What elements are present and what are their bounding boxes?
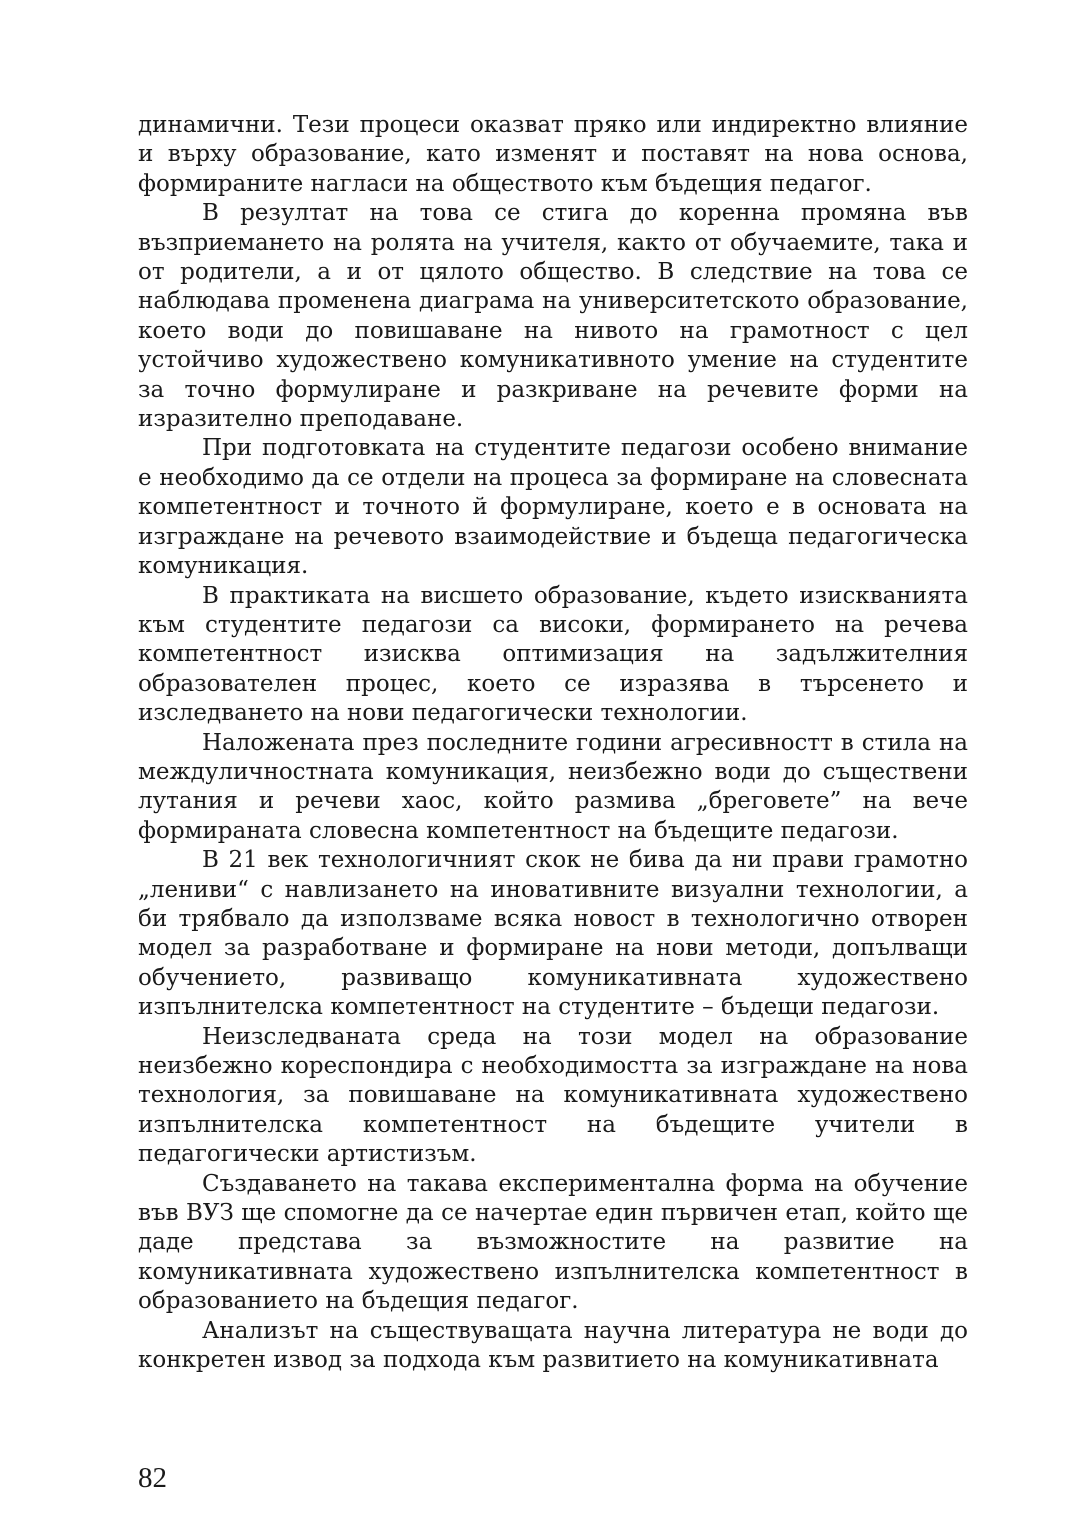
body-text [138, 111, 968, 1375]
paragraph: В резултат на това се стига до коренна промяна във възприемането на ролята на учителя, както от обучаемите, така и от родители, а и от цялото общество. В следствие на това се наблюдава променена диаграма на университетското образование, което води до повишаване на нивото на грамотност с цел устойчиво художествено комуникативното умение на студентите за точно формулиране и разкриване на речевите форми на изразително преподаване. [138, 200, 968, 433]
paragraph: Създаването на такава експериментална форма на обучение във ВУЗ ще спомогне да се начертае един първичен етап, който ще даде представа за възможностите на развитие на комуникативната художествено изпълнителска компетентност в образованието на бъдещия педагог. [138, 1170, 968, 1315]
paragraph: В 21 век технологичният скок не бива да ни прави грамотно „лениви“ с навлизането на иновативните визуални технологии, а би трябвало да използваме всяка новост в технологично отворен модел за разработване и формиране на нови методи, допълващи обучението, развиващо комуникативната художествено изпълнителска компетентност на студентите – бъдещи педагози. [138, 847, 968, 1021]
paragraph: Наложената през последните години агресивностт в стила на междуличностната комуникация, неизбежно води до съществени лутания и речеви хаос, който размива „бреговете” на вече формираната словесна компетентност на бъдещите педагози. [138, 729, 968, 844]
paragraph: Анализът на съществуващата научна литература не води до конкретен извод за подхода към развитието на комуникативната [138, 1317, 968, 1374]
page-number: 82 [138, 1462, 167, 1494]
paragraph-continuation: динамични. Тези процеси оказват пряко или индиректно влияние и върху образование, като изменят и поставят на нова основа, формираните нагласи на обществото към бъдещия педагог. [138, 112, 968, 197]
paragraph: В практиката на висшето образование, където изискванията към студентите педагози са високи, формирането на речева компетентност изисква оптимизация на задължителния образователен процес, което се изразява в търсенето и изследването на нови педагогически технологии. [138, 582, 968, 727]
paragraph: Неизследваната среда на този модел на образование неизбежно кореспондира с необходимостта за изграждане на нова технология, за повишаване на комуникативната художествено изпълнителска компетентност на бъдещите учители в педагогически артистизъм. [138, 1023, 968, 1168]
paragraph: При подготовката на студентите педагози особено внимание е необходимо да се отдели на процеса за формиране на словесната компетентност и точното й формулиране, което е в основата на изграждане на речевото взаимодействие и бъдеща педагогическа комуникация. [138, 435, 968, 580]
